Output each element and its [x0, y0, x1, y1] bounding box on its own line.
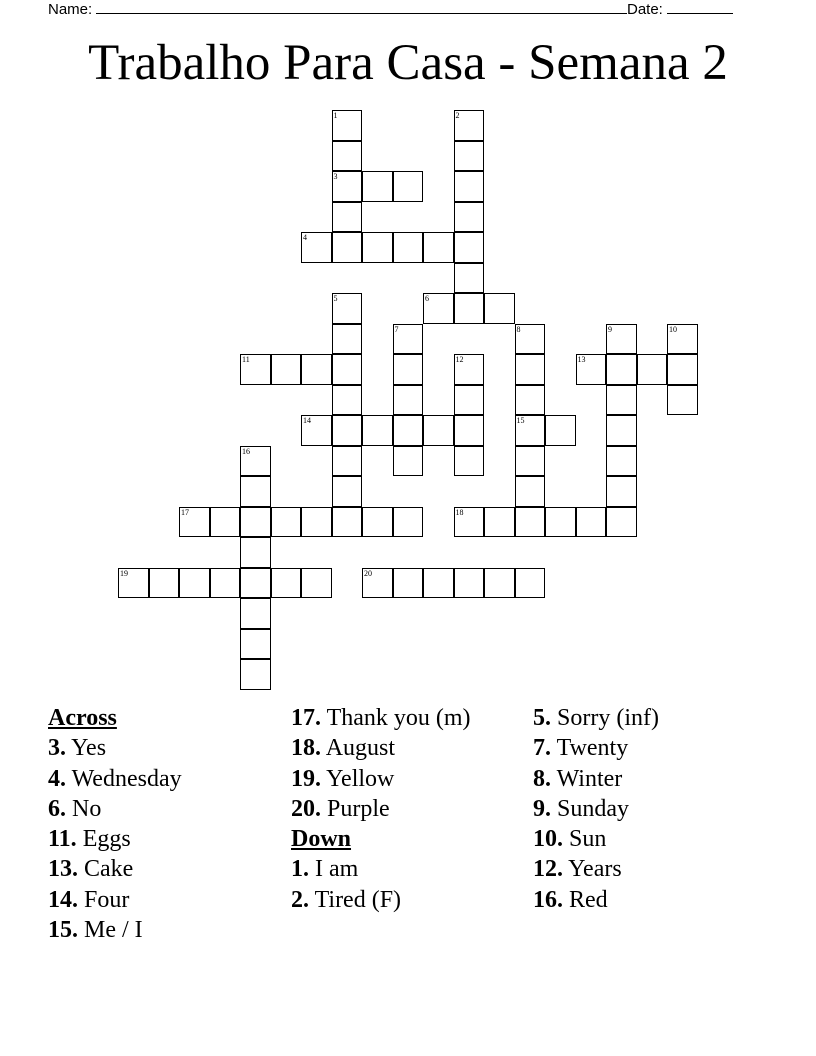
- crossword-cell[interactable]: [271, 568, 302, 599]
- crossword-cell[interactable]: [301, 415, 332, 446]
- clue-text: Yes: [71, 735, 107, 762]
- date-label: Date:: [627, 1, 663, 18]
- crossword-cell[interactable]: [271, 354, 302, 385]
- crossword-cell[interactable]: [332, 202, 363, 233]
- crossword-cell[interactable]: [545, 507, 576, 538]
- crossword-cell[interactable]: [332, 354, 363, 385]
- clue-text: Thank you (m): [326, 705, 471, 731]
- crossword-cell[interactable]: [606, 446, 637, 477]
- clue-number: 14: [303, 416, 311, 425]
- crossword-cell[interactable]: [454, 568, 485, 599]
- crossword-cell[interactable]: [240, 568, 271, 599]
- crossword-cell[interactable]: [393, 171, 424, 202]
- crossword-cell[interactable]: [332, 171, 363, 202]
- clue-number: 8.: [533, 765, 551, 792]
- clue-text: Wednesday: [71, 765, 182, 792]
- crossword-cell[interactable]: [484, 293, 515, 324]
- clue-text: Me / I: [84, 917, 143, 944]
- crossword-cell[interactable]: [515, 568, 546, 599]
- clue-text: Four: [84, 886, 130, 913]
- clue-text: Yellow: [326, 765, 395, 792]
- page-title: Trabalho Para Casa - Semana 2: [88, 35, 728, 91]
- crossword-cell[interactable]: [240, 507, 271, 538]
- crossword-cell[interactable]: [606, 354, 637, 385]
- clue-number: 4.: [48, 765, 66, 792]
- clue-item: [533, 885, 773, 915]
- clue-item: [291, 733, 486, 763]
- clue-number: 9.: [533, 795, 551, 822]
- clue-number: 9: [608, 324, 612, 334]
- crossword-cell[interactable]: [362, 415, 393, 446]
- crossword-cell[interactable]: [667, 324, 698, 355]
- clue-number: 12: [455, 355, 464, 364]
- clue-text: Sorry (inf): [557, 705, 659, 731]
- crossword-cell[interactable]: [667, 385, 698, 416]
- crossword-cell[interactable]: [362, 232, 393, 263]
- crossword-cell[interactable]: [332, 415, 363, 446]
- clue-number: 15: [516, 416, 525, 425]
- clues-column-1: [48, 703, 288, 945]
- clue-text: Sun: [569, 826, 607, 853]
- clue-number: 17: [181, 507, 189, 517]
- crossword-cell[interactable]: [393, 324, 424, 355]
- across-clue-list: [291, 703, 486, 824]
- clue-item: [48, 824, 288, 854]
- crossword-cell[interactable]: [515, 476, 546, 507]
- crossword-cell[interactable]: [454, 141, 485, 172]
- crossword-cell[interactable]: [484, 568, 515, 599]
- clue-number: 1.: [291, 856, 309, 883]
- crossword-cell[interactable]: [454, 507, 485, 538]
- crossword-cell[interactable]: [240, 659, 271, 690]
- crossword-cell[interactable]: [454, 354, 485, 385]
- clue-item: [533, 794, 773, 824]
- clue-item: [48, 794, 288, 824]
- crossword-cell[interactable]: [454, 110, 485, 141]
- crossword-cell[interactable]: [240, 354, 271, 385]
- clue-item: [291, 794, 486, 824]
- clues-column-2: [291, 703, 486, 915]
- crossword-cell[interactable]: [332, 232, 363, 263]
- clue-text: I am: [315, 856, 359, 883]
- crossword-cell[interactable]: [606, 324, 637, 355]
- crossword-cell[interactable]: [179, 568, 210, 599]
- clue-number: 18: [455, 507, 464, 517]
- clue-item: [291, 885, 486, 915]
- clue-number: 13: [577, 355, 586, 364]
- clue-number: 11.: [48, 826, 77, 853]
- crossword-cell[interactable]: [210, 568, 241, 599]
- crossword-cell[interactable]: [393, 385, 424, 416]
- crossword-cell[interactable]: [332, 507, 363, 538]
- clue-text: Tired (F): [314, 886, 402, 913]
- clue-number: 3.: [48, 735, 66, 762]
- crossword-cell[interactable]: [271, 507, 302, 538]
- clue-item: [533, 824, 773, 854]
- clue-number: 4: [303, 233, 307, 242]
- clue-number: 7.: [533, 735, 551, 762]
- crossword-cell[interactable]: [606, 476, 637, 507]
- crossword-cell[interactable]: [332, 446, 363, 477]
- crossword-cell[interactable]: [301, 232, 332, 263]
- clue-item: [533, 764, 773, 794]
- crossword-cell[interactable]: [484, 507, 515, 538]
- across-clue-list: [48, 733, 288, 945]
- crossword-cell[interactable]: [515, 415, 546, 446]
- crossword-cell[interactable]: [332, 324, 363, 355]
- crossword-cell[interactable]: [393, 415, 424, 446]
- crossword-cell[interactable]: [454, 415, 485, 446]
- crossword-cell[interactable]: [301, 354, 332, 385]
- crossword-cell[interactable]: [332, 110, 363, 141]
- clue-text: August: [325, 735, 396, 762]
- clue-text: Years: [568, 856, 622, 883]
- clue-number: 14.: [48, 886, 78, 913]
- clue-number: 8: [516, 324, 521, 334]
- crossword-cell[interactable]: [118, 568, 149, 599]
- clue-text: Twenty: [556, 735, 629, 762]
- clue-text: Red: [569, 886, 608, 913]
- clue-number: 5: [333, 294, 338, 303]
- clue-number: 17.: [291, 705, 321, 731]
- clue-number: 20: [364, 568, 372, 578]
- down-heading: Down: [291, 826, 352, 853]
- clue-item: [291, 703, 486, 733]
- clues-column-3: [533, 703, 773, 915]
- crossword-cell[interactable]: [515, 385, 546, 416]
- clue-number: 7: [394, 324, 399, 334]
- clue-number: 13.: [48, 856, 78, 883]
- crossword-cell[interactable]: [423, 415, 454, 446]
- clue-text: Sunday: [557, 795, 629, 822]
- clue-number: 6: [425, 294, 429, 303]
- clue-number: 16: [242, 446, 250, 456]
- crossword-cell[interactable]: [332, 141, 363, 172]
- clue-number: 2: [455, 111, 460, 120]
- clue-number: 3: [333, 172, 338, 181]
- across-heading: Across: [48, 705, 117, 731]
- down-clue-list: [533, 703, 773, 915]
- clue-number: 15.: [48, 917, 78, 944]
- clue-item: [48, 764, 288, 794]
- crossword-cell[interactable]: [240, 598, 271, 629]
- crossword-cell[interactable]: [240, 446, 271, 477]
- clue-number: 12.: [533, 856, 563, 883]
- crossword-cell[interactable]: [179, 507, 210, 538]
- crossword-cell[interactable]: [454, 293, 485, 324]
- clue-number: 19.: [291, 765, 321, 792]
- down-clue-list: [291, 854, 486, 915]
- crossword-cell[interactable]: [393, 354, 424, 385]
- crossword-cell[interactable]: [545, 415, 576, 446]
- clue-text: Winter: [556, 765, 623, 792]
- clue-number: 11: [242, 355, 250, 364]
- crossword-cell[interactable]: [332, 293, 363, 324]
- crossword-cell[interactable]: [454, 446, 485, 477]
- crossword-cell[interactable]: [515, 507, 546, 538]
- crossword-cell[interactable]: [210, 507, 241, 538]
- clue-item: [48, 885, 288, 915]
- clue-item: [48, 733, 288, 763]
- crossword-cell[interactable]: [423, 568, 454, 599]
- name-label: Name:: [48, 1, 93, 18]
- crossword-cell[interactable]: [515, 324, 546, 355]
- clue-number: 20.: [291, 795, 321, 822]
- clue-item: [48, 854, 288, 884]
- crossword-cell[interactable]: [637, 354, 668, 385]
- clue-item: [533, 854, 773, 884]
- clue-item: [533, 703, 773, 733]
- crossword-cell[interactable]: [240, 537, 271, 568]
- clue-text: No: [72, 795, 102, 822]
- crossword-cell[interactable]: [362, 507, 393, 538]
- crossword-cell[interactable]: [515, 354, 546, 385]
- clue-text: Eggs: [82, 826, 131, 853]
- clue-item: [291, 764, 486, 794]
- crossword-cell[interactable]: [515, 446, 546, 477]
- crossword-cell[interactable]: [606, 507, 637, 538]
- crossword-cell[interactable]: [576, 507, 607, 538]
- crossword-cell[interactable]: [667, 354, 698, 385]
- crossword-cell[interactable]: [606, 385, 637, 416]
- crossword-cell[interactable]: [423, 232, 454, 263]
- clue-number: 10.: [533, 826, 563, 853]
- clue-number: 1: [333, 111, 338, 120]
- crossword-cell[interactable]: [362, 171, 393, 202]
- crossword-cell[interactable]: [301, 507, 332, 538]
- crossword-cell[interactable]: [454, 232, 485, 263]
- clue-item: [533, 733, 773, 763]
- crossword-cell[interactable]: [454, 202, 485, 233]
- clue-number: 18.: [291, 735, 321, 762]
- clue-number: 2.: [291, 886, 309, 913]
- crossword-cell[interactable]: [454, 385, 485, 416]
- clue-number: 6.: [48, 795, 66, 822]
- crossword-cell[interactable]: [454, 171, 485, 202]
- crossword-cell[interactable]: [393, 232, 424, 263]
- crossword-cell[interactable]: [576, 354, 607, 385]
- clue-text: Cake: [84, 856, 134, 883]
- crossword-cell[interactable]: [606, 415, 637, 446]
- crossword-cell[interactable]: [301, 568, 332, 599]
- clue-number: 19: [120, 568, 128, 578]
- crossword-cell[interactable]: [393, 446, 424, 477]
- crossword-cell[interactable]: [362, 568, 393, 599]
- clue-text: Purple: [327, 795, 390, 822]
- clue-number: 10: [669, 324, 677, 334]
- crossword-cell[interactable]: [332, 385, 363, 416]
- crossword-cell[interactable]: [149, 568, 180, 599]
- crossword-cell[interactable]: [393, 568, 424, 599]
- crossword-cell[interactable]: [240, 476, 271, 507]
- clue-number: 5.: [533, 705, 551, 731]
- clue-item: [48, 915, 288, 945]
- crossword-cell[interactable]: [423, 293, 454, 324]
- clue-item: [291, 854, 486, 884]
- clue-number: 16.: [533, 886, 563, 913]
- crossword-cell[interactable]: [393, 507, 424, 538]
- crossword-cell[interactable]: [332, 476, 363, 507]
- crossword-cell[interactable]: [240, 629, 271, 660]
- crossword-cell[interactable]: [454, 263, 485, 294]
